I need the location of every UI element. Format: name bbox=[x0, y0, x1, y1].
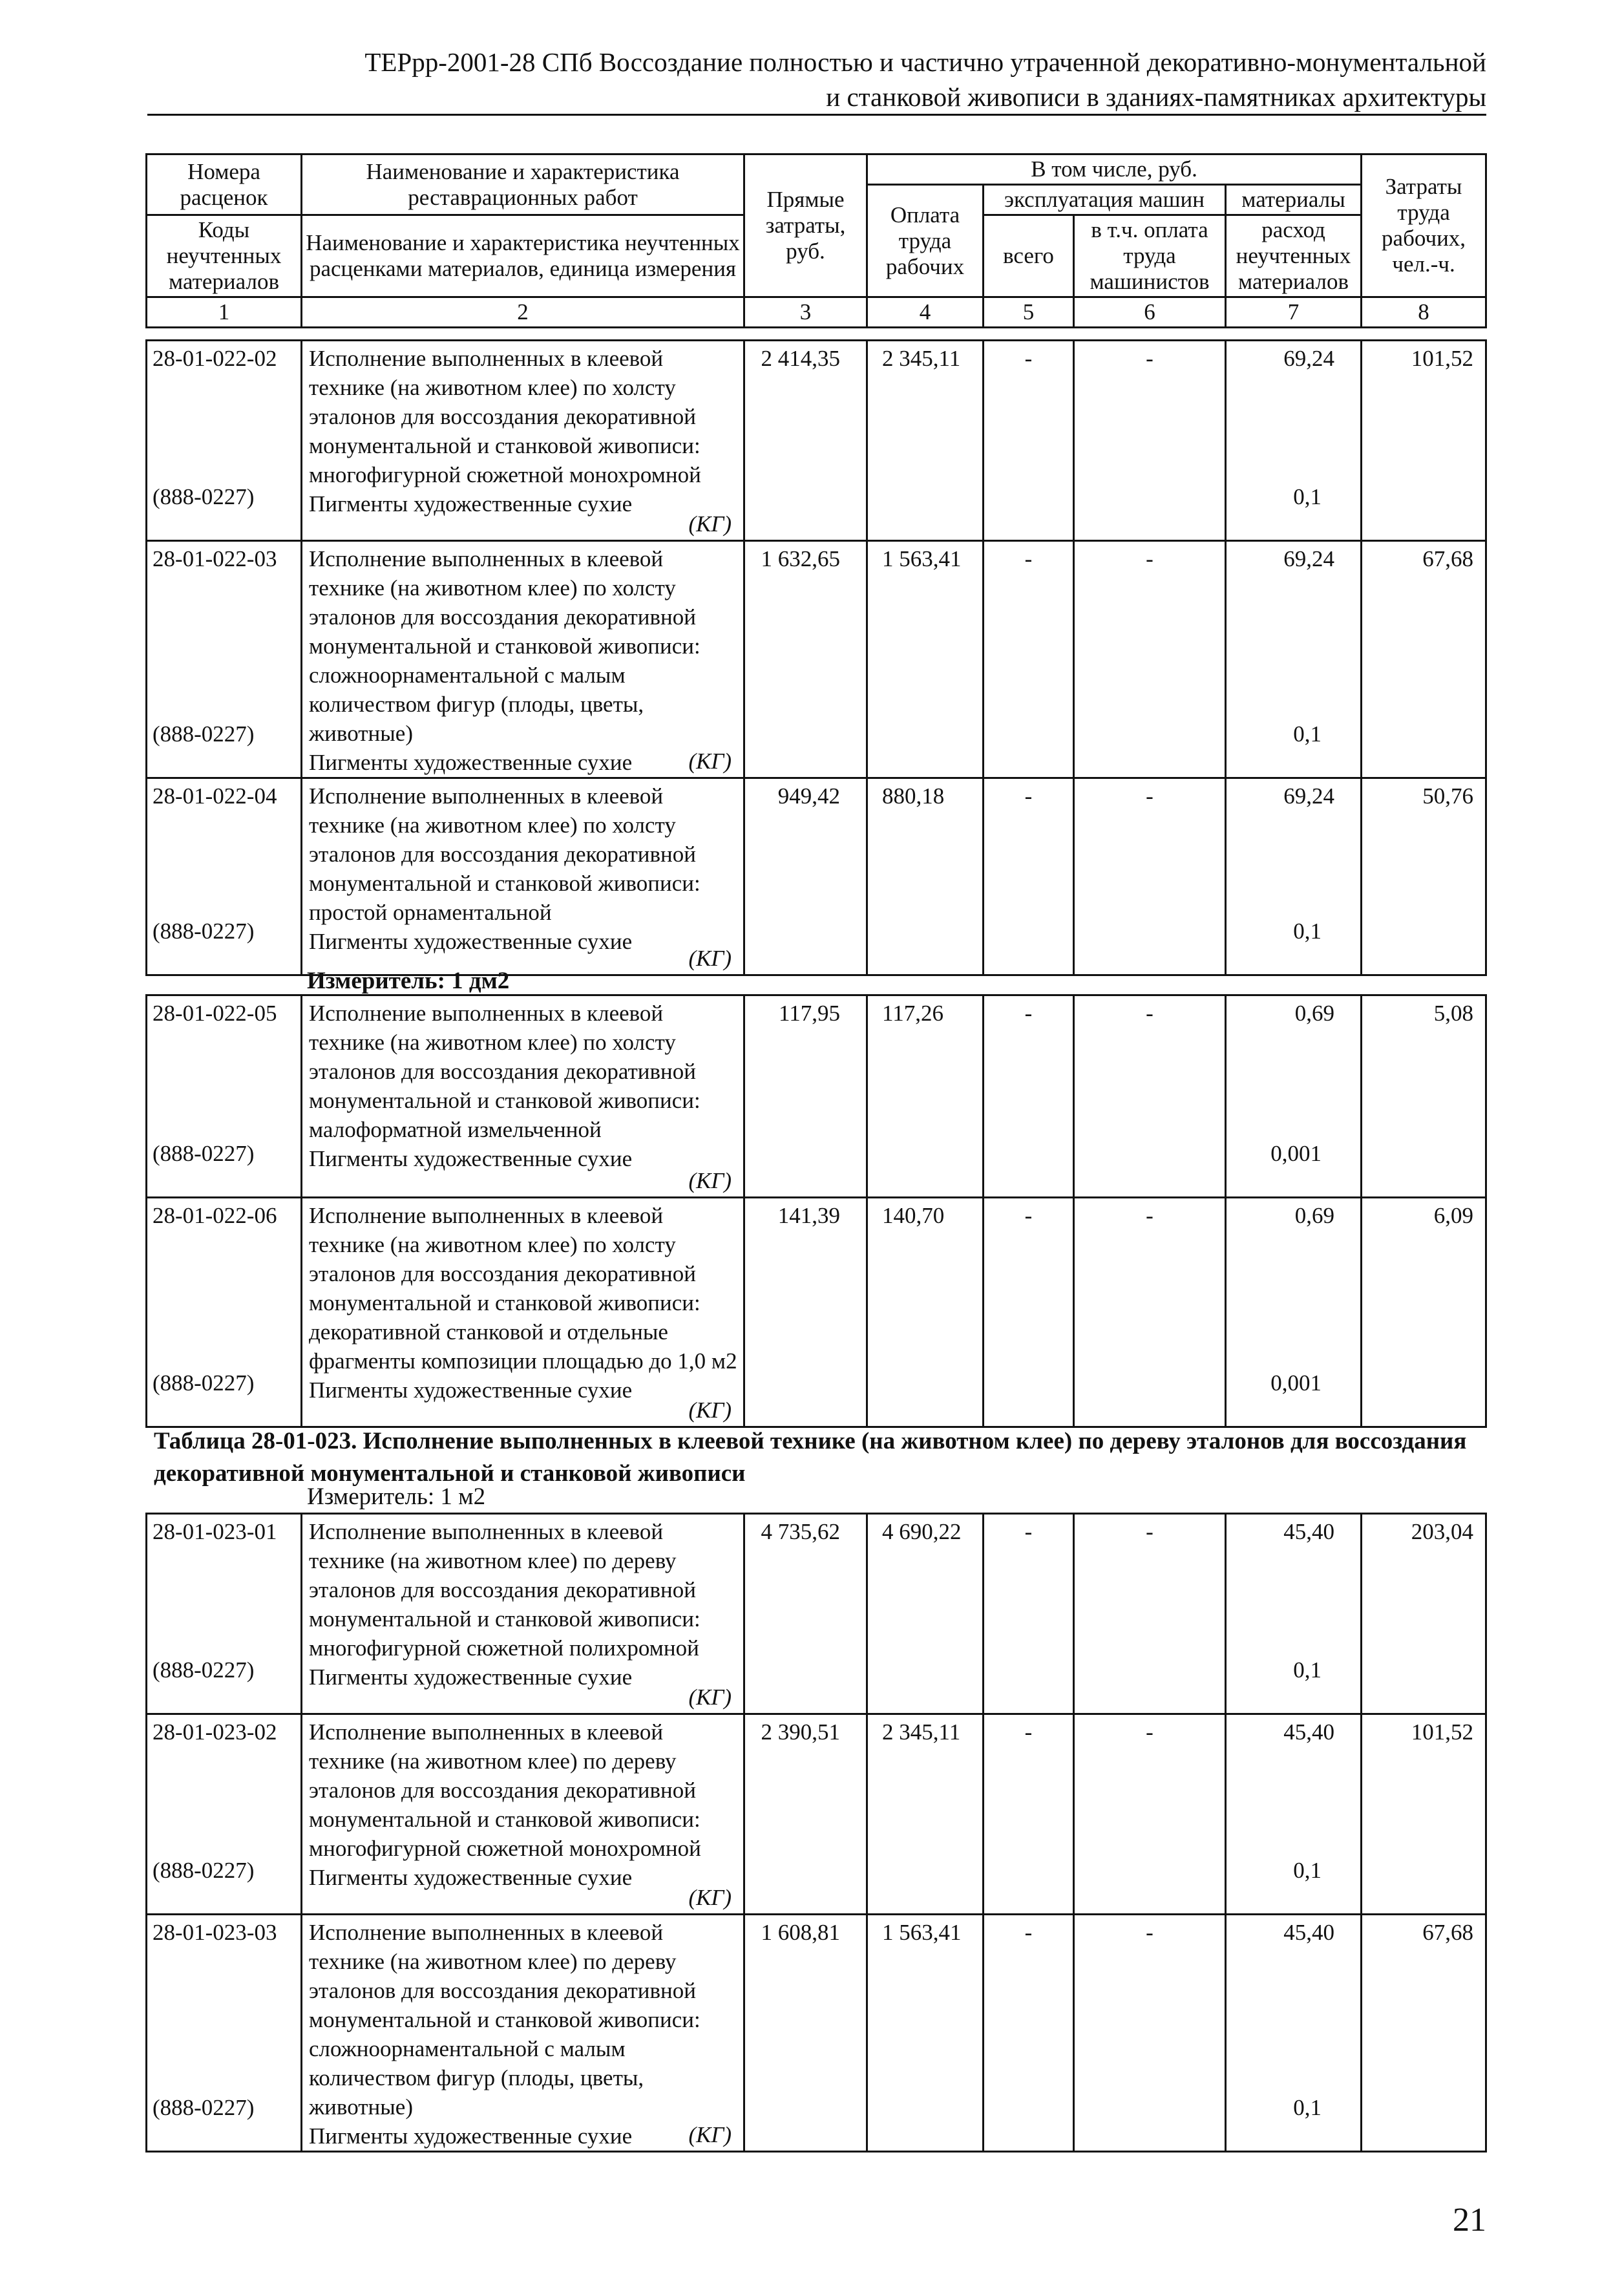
table-row bbox=[147, 995, 1486, 1198]
col1-header-bottom: Коды неучтенных материалов bbox=[147, 215, 302, 297]
col2-header-top: Наименование и характеристика реставрационных работ bbox=[302, 154, 744, 215]
rate-code: 28-01-022-02 bbox=[153, 346, 277, 371]
material-unit: (КГ) bbox=[688, 1685, 732, 1710]
column-header-table bbox=[145, 153, 1487, 328]
rate-code: 28-01-022-03 bbox=[153, 546, 277, 571]
machinist-pay: - bbox=[1074, 995, 1226, 1198]
col4-header: Оплата труда рабочих bbox=[867, 185, 984, 297]
material-code: (888-0227) bbox=[153, 1370, 255, 1396]
header-title-line2: и станковой живописи в зданиях-памятниках архитектуры bbox=[147, 80, 1486, 116]
material-code: (888-0227) bbox=[153, 2095, 255, 2120]
materials-cost: 45,40 bbox=[1283, 1519, 1334, 1544]
work-description: Исполнение выполненных в клеевой технике (на животном клее) по дереву эталонов для воссоздания декоративной монументальной и станковой живописи: многофигурной сюжетной монохромной bbox=[309, 1719, 701, 1861]
table-row bbox=[147, 1915, 1486, 2152]
rate-code: 28-01-023-01 bbox=[153, 1519, 277, 1544]
rates-table bbox=[145, 339, 1487, 976]
material-quantity: 0,001 bbox=[1270, 1370, 1322, 1396]
labor-pay: 1 563,41 bbox=[867, 541, 984, 778]
col-number: 7 bbox=[1226, 297, 1362, 328]
work-description: Исполнение выполненных в клеевой технике (на животном клее) по холсту эталонов для воссоздания декоративной монументальной и станковой живописи: декоративной станковой и отдельные фрагменты композиции площадью до 1,0 м2 bbox=[309, 1203, 737, 1374]
rate-code: 28-01-022-05 bbox=[153, 1001, 277, 1026]
material-code: (888-0227) bbox=[153, 919, 255, 944]
labor-hours: 203,04 bbox=[1362, 1514, 1486, 1714]
col-number: 4 bbox=[867, 297, 984, 328]
machinist-pay: - bbox=[1074, 1714, 1226, 1915]
material-code: (888-0227) bbox=[153, 1141, 255, 1166]
material-unit: (КГ) bbox=[688, 511, 732, 537]
col7-header: расход неучтенных материалов bbox=[1226, 215, 1362, 297]
material-unit: (КГ) bbox=[688, 749, 732, 774]
direct-cost: 4 735,62 bbox=[744, 1514, 867, 1714]
page-header bbox=[147, 45, 1486, 116]
material-name: Пигменты художественные сухие bbox=[309, 929, 633, 954]
work-description: Исполнение выполненных в клеевой технике (на животном клее) по холсту эталонов для воссоздания декоративной монументальной и станковой живописи: простой орнаментальной bbox=[309, 783, 700, 925]
direct-cost: 117,95 bbox=[744, 995, 867, 1198]
material-unit: (КГ) bbox=[688, 1168, 732, 1193]
material-name: Пигменты художественные сухие bbox=[309, 491, 633, 516]
materials-cost: 45,40 bbox=[1283, 1920, 1334, 1945]
meter-dm2: Измеритель: 1 дм2 bbox=[307, 968, 510, 994]
labor-pay: 2 345,11 bbox=[867, 341, 984, 541]
labor-hours: 5,08 bbox=[1362, 995, 1486, 1198]
material-name: Пигменты художественные сухие bbox=[309, 750, 633, 775]
direct-cost: 949,42 bbox=[744, 778, 867, 975]
materials-cost: 45,40 bbox=[1283, 1719, 1334, 1745]
machinist-pay: - bbox=[1074, 341, 1226, 541]
table-row bbox=[147, 1514, 1486, 1714]
col-number: 2 bbox=[302, 297, 744, 328]
material-quantity: 0,1 bbox=[1293, 721, 1322, 747]
machine-cost: - bbox=[984, 541, 1074, 778]
table-row bbox=[147, 541, 1486, 778]
direct-cost: 2 414,35 bbox=[744, 341, 867, 541]
work-description: Исполнение выполненных в клеевой технике (на животном клее) по холсту эталонов для воссоздания декоративной монументальной и станковой живописи: сложноорнаментальной с малым количеством фигур (плоды, цветы, животные) bbox=[309, 546, 700, 746]
material-code: (888-0227) bbox=[153, 721, 255, 747]
col1-header-top: Номера расценок bbox=[147, 154, 302, 215]
labor-hours: 67,68 bbox=[1362, 1915, 1486, 2152]
machinist-pay: - bbox=[1074, 541, 1226, 778]
material-code: (888-0227) bbox=[153, 1858, 255, 1883]
labor-pay: 1 563,41 bbox=[867, 1915, 984, 2152]
machine-cost: - bbox=[984, 341, 1074, 541]
material-quantity: 0,1 bbox=[1293, 1657, 1322, 1683]
machines-header: эксплуатация машин bbox=[984, 185, 1226, 215]
page-number: 21 bbox=[1453, 2202, 1486, 2238]
rates-table bbox=[145, 994, 1487, 1428]
rates-table bbox=[145, 1513, 1487, 2152]
labor-hours: 67,68 bbox=[1362, 541, 1486, 778]
incl-header: В том числе, руб. bbox=[867, 154, 1362, 185]
material-unit: (КГ) bbox=[688, 1398, 732, 1423]
materials-cost: 69,24 bbox=[1283, 346, 1334, 371]
rate-code: 28-01-023-03 bbox=[153, 1920, 277, 1945]
col-number: 8 bbox=[1362, 297, 1486, 328]
materials-cost: 0,69 bbox=[1294, 1001, 1334, 1026]
materials-header: материалы bbox=[1226, 185, 1362, 215]
materials-cost: 69,24 bbox=[1283, 783, 1334, 809]
labor-hours: 50,76 bbox=[1362, 778, 1486, 975]
material-name: Пигменты художественные сухие bbox=[309, 1664, 633, 1690]
material-quantity: 0,1 bbox=[1293, 1858, 1322, 1883]
col-number: 5 bbox=[984, 297, 1074, 328]
rates-block-022-a bbox=[145, 339, 1485, 976]
col5-header: всего bbox=[984, 215, 1074, 297]
labor-pay: 117,26 bbox=[867, 995, 984, 1198]
rate-code: 28-01-023-02 bbox=[153, 1719, 277, 1745]
machinist-pay: - bbox=[1074, 1198, 1226, 1427]
material-quantity: 0,001 bbox=[1270, 1141, 1322, 1166]
direct-cost: 1 632,65 bbox=[744, 541, 867, 778]
materials-cost: 69,24 bbox=[1283, 546, 1334, 571]
material-name: Пигменты художественные сухие bbox=[309, 2123, 633, 2149]
labor-pay: 4 690,22 bbox=[867, 1514, 984, 1714]
machine-cost: - bbox=[984, 1198, 1074, 1427]
direct-cost: 1 608,81 bbox=[744, 1915, 867, 2152]
labor-hours: 6,09 bbox=[1362, 1198, 1486, 1427]
material-quantity: 0,1 bbox=[1293, 2095, 1322, 2120]
labor-hours: 101,52 bbox=[1362, 1714, 1486, 1915]
machinist-pay: - bbox=[1074, 1514, 1226, 1714]
material-name: Пигменты художественные сухие bbox=[309, 1377, 633, 1403]
materials-cost: 0,69 bbox=[1294, 1203, 1334, 1228]
table-row bbox=[147, 1198, 1486, 1427]
work-description: Исполнение выполненных в клеевой технике (на животном клее) по дереву эталонов для воссоздания декоративной монументальной и станковой живописи: сложноорнаментальной с малым количеством фигур (плоды, цветы, животные) bbox=[309, 1920, 700, 2120]
rate-code: 28-01-022-06 bbox=[153, 1203, 277, 1228]
col-number: 3 bbox=[744, 297, 867, 328]
table-row bbox=[147, 341, 1486, 541]
labor-pay: 140,70 bbox=[867, 1198, 984, 1427]
table-row bbox=[147, 1714, 1486, 1915]
material-name: Пигменты художественные сухие bbox=[309, 1865, 633, 1890]
material-code: (888-0227) bbox=[153, 1657, 255, 1683]
material-unit: (КГ) bbox=[688, 2122, 732, 2147]
rate-code: 28-01-022-04 bbox=[153, 783, 277, 809]
rates-block-023 bbox=[145, 1513, 1485, 2152]
header-title-line1: ТЕРрр-2001-28 СПб Воссоздание полностью и частично утраченной декоративно-монументальной bbox=[364, 47, 1486, 77]
material-unit: (КГ) bbox=[688, 946, 732, 971]
work-description: Исполнение выполненных в клеевой технике (на животном клее) по холсту эталонов для воссоздания декоративной монументальной и станковой живописи: малоформатной измельченной bbox=[309, 1001, 700, 1142]
direct-cost: 141,39 bbox=[744, 1198, 867, 1427]
col6-header: в т.ч. оплата труда машинистов bbox=[1074, 215, 1226, 297]
machine-cost: - bbox=[984, 1915, 1074, 2152]
machine-cost: - bbox=[984, 995, 1074, 1198]
col3-header: Прямые затраты, руб. bbox=[744, 154, 867, 297]
material-quantity: 0,1 bbox=[1293, 484, 1322, 509]
material-quantity: 0,1 bbox=[1293, 919, 1322, 944]
rates-block-022-b bbox=[145, 994, 1485, 1428]
labor-pay: 880,18 bbox=[867, 778, 984, 975]
col8-header: Затраты труда рабочих, чел.-ч. bbox=[1362, 154, 1486, 297]
table-023-title: Таблица 28-01-023. Исполнение выполненных в клеевой технике (на животном клее) по дереву эталонов для воссоздания декоративной монументальной и станковой живописи bbox=[154, 1428, 1467, 1487]
work-description: Исполнение выполненных в клеевой технике (на животном клее) по дереву эталонов для воссоздания декоративной монументальной и станковой живописи: многофигурной сюжетной полихромной bbox=[309, 1519, 700, 1661]
machinist-pay: - bbox=[1074, 1915, 1226, 2152]
direct-cost: 2 390,51 bbox=[744, 1714, 867, 1915]
col-number: 1 bbox=[147, 297, 302, 328]
material-unit: (КГ) bbox=[688, 1885, 732, 1910]
work-description: Исполнение выполненных в клеевой технике (на животном клее) по холсту эталонов для воссоздания декоративной монументальной и станковой живописи: многофигурной сюжетной монохромной bbox=[309, 346, 701, 487]
machine-cost: - bbox=[984, 778, 1074, 975]
meter-m2: Измеритель: 1 м2 bbox=[307, 1483, 486, 1510]
machinist-pay: - bbox=[1074, 778, 1226, 975]
col-number: 6 bbox=[1074, 297, 1226, 328]
material-name: Пигменты художественные сухие bbox=[309, 1146, 633, 1171]
machine-cost: - bbox=[984, 1714, 1074, 1915]
labor-hours: 101,52 bbox=[1362, 341, 1486, 541]
material-code: (888-0227) bbox=[153, 484, 255, 509]
col2-header-bottom: Наименование и характеристика неучтенных расценками материалов, единица измерения bbox=[302, 215, 744, 297]
table-row bbox=[147, 778, 1486, 975]
labor-pay: 2 345,11 bbox=[867, 1714, 984, 1915]
machine-cost: - bbox=[984, 1514, 1074, 1714]
